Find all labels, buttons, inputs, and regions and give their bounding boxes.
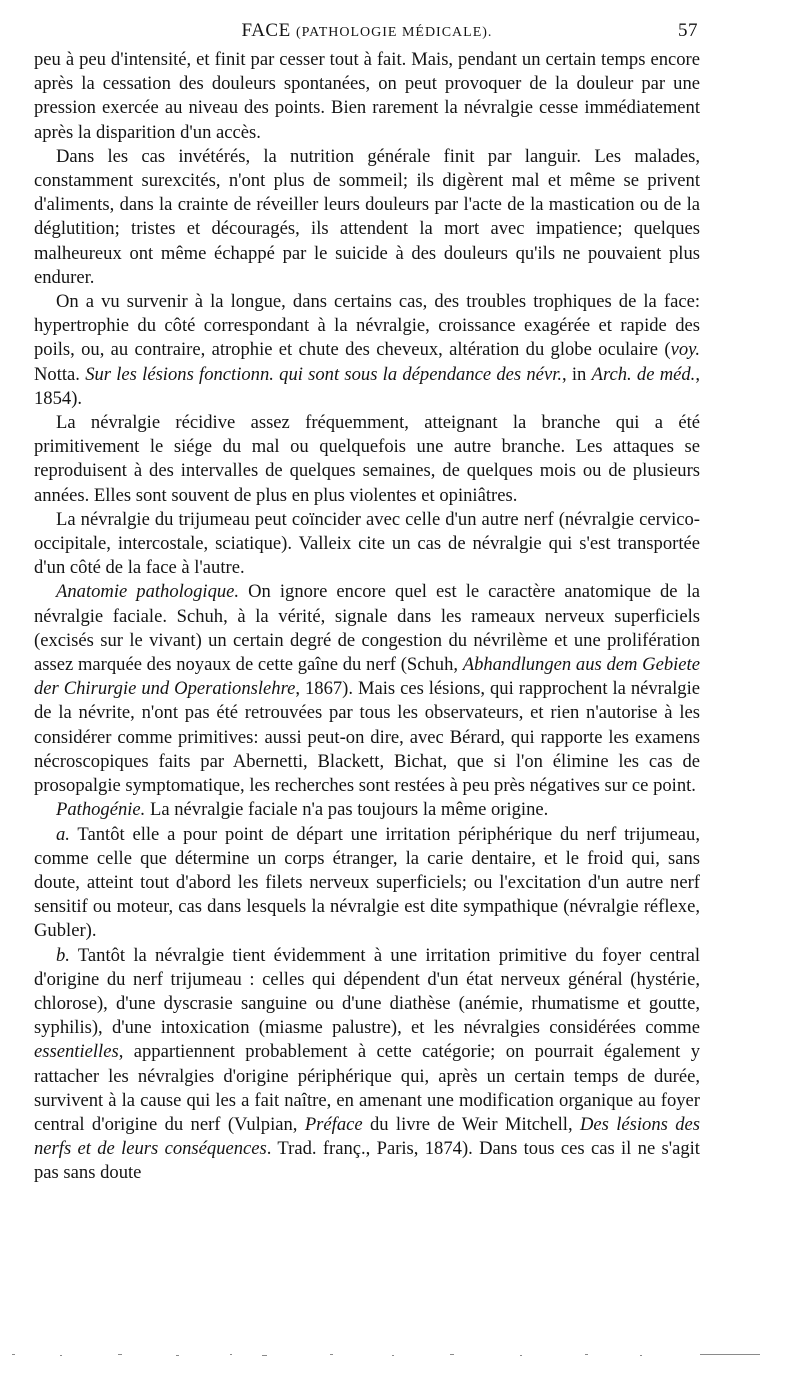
text-run: , in bbox=[562, 363, 592, 385]
text-run: du livre de Weir Mitchell, bbox=[362, 1113, 580, 1135]
document-page bbox=[34, 20, 700, 1186]
text-run: La névralgie faciale n'a pas toujours la même origine. bbox=[145, 799, 549, 821]
italic-text: b. bbox=[56, 944, 70, 966]
italic-text: Des lésions des nerfs et de leurs conséquences bbox=[34, 1113, 701, 1160]
paragraph bbox=[34, 798, 700, 822]
running-title-main: FACE bbox=[241, 20, 291, 41]
paragraph bbox=[34, 290, 700, 411]
italic-text: Pathogénie. bbox=[56, 799, 146, 821]
paragraph bbox=[34, 48, 700, 145]
text-run: La névralgie du trijumeau peut coïncider avec celle d'un autre nerf (névralgie cervico-occipitale, intercostale, sciatique). Valleix cite un cas de névralgie qui s'est transportée d'un côté de la face à l'autre. bbox=[34, 508, 700, 579]
text-run: Notta. bbox=[34, 363, 86, 385]
italic-text: voy. bbox=[670, 339, 700, 361]
paragraph bbox=[34, 145, 700, 290]
page-number: 57 bbox=[678, 20, 698, 41]
paragraph bbox=[34, 823, 700, 944]
italic-text: Anatomie pathologique. bbox=[56, 581, 240, 603]
scan-specks bbox=[0, 1350, 800, 1360]
text-run: Dans les cas invétérés, la nutrition générale finit par languir. Les malades, constamment surexcités, n'ont plus de sommeil; ils digèrent mal et même se privent d'aliments, dans la crainte de réveiller leurs douleurs par l'acte de la mastication ou de la déglutition; tristes et découragés, ils attendent la mort avec impatience; quelques malheureux ont même échappé par le suicide à des douleurs qu'ils ne pouvaient plus endurer. bbox=[34, 145, 700, 288]
italic-text: Abhandlungen aus dem Gebiete der Chirurgie und Operationslehre bbox=[34, 654, 700, 700]
text-run: , appartiennent probablement à cette catégorie; on pourrait également y rattacher les névralgies d'origine périphérique qui, après un certain temps de durée, survivent à la cause qui les a fait naître, en amenant une modification organique au foyer central d'origine du nerf (Vulpian, bbox=[34, 1041, 700, 1135]
text-run: Tantôt elle a pour point de départ une irritation périphérique du nerf trijumeau, comme celle que détermine un corps étranger, la carie dentaire, et le froid qui, sans doute, atteint tout d'abord les filets nerveux superficiels; ou l'excitation d'un autre nerf sensitif ou moteur, cas dans lesquels la névralgie est dite sympathique (névralgie réflexe, Gubler). bbox=[34, 823, 700, 942]
text-run: . Trad. franç., Paris, 1874). Dans tous ces cas il ne s'agit pas sans doute bbox=[34, 1138, 700, 1184]
text-run: On ignore encore quel est le caractère anatomique de la névralgie faciale. Schuh, à la vérité, signale dans les rameaux nerveux superficiels (excisés sur le vivant) un certain degré de congestion du névrilème et une prolifération assez marquée des noyaux de cette gaîne du nerf (Schuh, bbox=[34, 581, 701, 676]
body-text bbox=[34, 48, 700, 1186]
paragraph bbox=[34, 508, 700, 581]
italic-text: Préface bbox=[304, 1113, 363, 1135]
running-title-sub: (PATHOLOGIE MÉDICALE). bbox=[295, 25, 493, 40]
paragraph bbox=[34, 944, 700, 1186]
italic-text: Sur les lésions fonctionn. qui sont sous la dépendance des névr. bbox=[85, 363, 563, 385]
italic-text: Arch. de méd. bbox=[591, 363, 696, 385]
text-run: La névralgie récidive assez fréquemment, atteignant la branche qui a été primitivement le siége du mal ou quelquefois une autre branche. Les attaques se reproduisent à des intervalles de quelques semaines, de quelques mois ou de plusieurs années. Elles sont souvent de plus en plus violentes et opiniâtres. bbox=[34, 412, 700, 506]
text-run: , 1867). Mais ces lésions, qui rapprochent la névralgie de la névrite, n'ont pas été retrouvées par tous les observateurs, et rien n'autorise à les considérer comme primitives: aussi peut-on dire, avec Bérard, qui rapporte les examens nécroscopiques faits par Abernetti, Blackett, Bichat, que si l'on élimine les cas de prosopalgie symptomatique, les recherches sont restées à peu près négatives sur ce point. bbox=[34, 678, 700, 797]
running-title bbox=[34, 20, 700, 42]
paragraph bbox=[34, 580, 700, 798]
text-run: Tantôt la névralgie tient évidemment à une irritation primitive du foyer central d'origine du nerf trijumeau : celles qui dépendent d'un état nerveux général (hystérie, chlorose), d'une dyscrasie sanguine ou d'une diathèse (anémie, rhumatisme et goutte, syphilis), d'une intoxication (miasme palustre), et les névralgies considérées comme bbox=[34, 944, 700, 1039]
text-run: , 1854). bbox=[34, 363, 700, 409]
paragraph bbox=[34, 411, 700, 508]
italic-text: a. bbox=[56, 823, 70, 845]
text-run: peu à peu d'intensité, et finit par cesser tout à fait. Mais, pendant un certain temps encore après la cessation des douleurs spontanées, on peut provoquer de la douleur par une pression exercée au niveau des points. Bien rarement la névralgie cesse immédiatement après la disparition d'un accès. bbox=[34, 49, 700, 143]
text-run: On a vu survenir à la longue, dans certains cas, des troubles trophiques de la face: hypertrophie du côté correspondant à la névralgie, croissance exagérée et rapide des poils, ou, au contraire, atrophie et chute des cheveux, altération du globe oculaire ( bbox=[34, 291, 700, 361]
running-header bbox=[34, 20, 700, 48]
italic-text: essentielles bbox=[34, 1041, 119, 1063]
